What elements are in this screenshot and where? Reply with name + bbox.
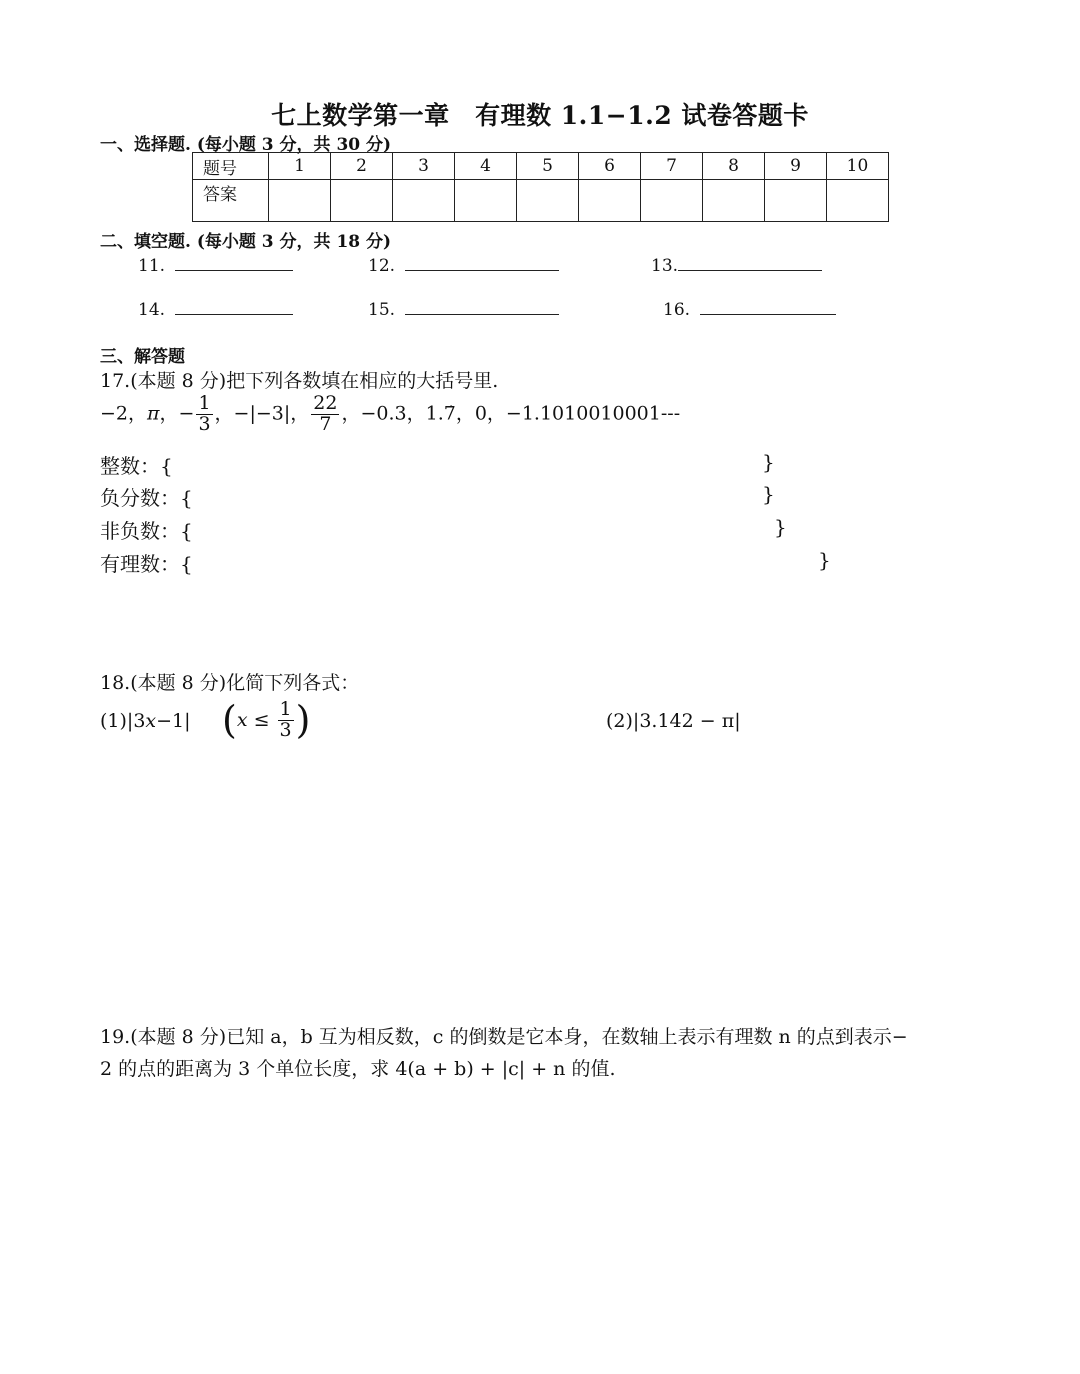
table-col-number: 7 <box>641 153 703 180</box>
category-close-brace: } <box>818 548 831 572</box>
table-header-number: 题号 <box>193 153 269 180</box>
paren-open: ( <box>222 698 237 742</box>
q19-line1: 19.(本题 8 分)已知 a，b 互为相反数，c 的倒数是它本身，在数轴上表示有理数 n 的点到表示− <box>100 1026 908 1048</box>
table-header-answer: 答案 <box>193 180 269 222</box>
fraction-denominator: 7 <box>319 412 332 435</box>
category-close-brace: } <box>762 482 775 506</box>
answer-cell[interactable] <box>331 180 393 222</box>
fraction-numerator: 22 <box>313 392 338 414</box>
blank-label: 13. <box>651 256 679 276</box>
num-item-rest: ，−0.3，1.7̇，0，−1.1010010001--- <box>341 402 681 425</box>
section-2-heading: 二、填空题. (每小题 3 分，共 18 分) <box>100 232 392 252</box>
fraction-one-third <box>278 697 294 741</box>
answer-cell[interactable] <box>393 180 455 222</box>
fraction-denominator: 3 <box>198 412 211 435</box>
answer-line[interactable] <box>405 252 559 271</box>
answer-cell[interactable] <box>269 180 331 222</box>
q18-part2: (2)|3.142 − π| <box>606 710 741 732</box>
category-close-brace: } <box>762 450 775 474</box>
blank-16 <box>663 296 836 320</box>
answer-cell[interactable] <box>703 180 765 222</box>
blank-label: 14. <box>138 300 166 320</box>
num-item: −2， <box>100 402 148 425</box>
section-1-heading: 一、选择题. (每小题 3 分，共 30 分) <box>100 135 392 155</box>
category-non-negative: 非负数：{ <box>100 519 193 543</box>
q18-part1 <box>100 710 191 732</box>
fraction-one-third <box>196 394 212 435</box>
blank-13 <box>651 252 822 276</box>
le-symbol: ≤ <box>247 709 276 731</box>
table-col-number: 3 <box>393 153 455 180</box>
blank-15 <box>368 296 559 320</box>
answer-table <box>192 152 889 222</box>
separator: ， <box>214 402 234 425</box>
table-col-number: 10 <box>827 153 889 180</box>
table-col-number: 9 <box>765 153 827 180</box>
answer-cell[interactable] <box>517 180 579 222</box>
q18-stem: 18.(本题 8 分)化简下列各式： <box>100 672 360 694</box>
blank-label: 15. <box>368 300 396 320</box>
part1-tail: −1| <box>156 710 191 732</box>
table-col-number: 1 <box>269 153 331 180</box>
part1-label: (1)|3 <box>100 710 146 732</box>
blank-14 <box>138 296 293 320</box>
blank-11 <box>138 252 293 276</box>
answer-line[interactable] <box>405 296 559 315</box>
table-col-number: 4 <box>455 153 517 180</box>
pi-symbol: π <box>147 402 160 425</box>
page-title: 七上数学第一章 有理数 1.1−1.2 试卷答题卡 <box>271 101 809 130</box>
q18-condition <box>222 698 310 742</box>
abs-value-item: −|−3| <box>233 402 291 425</box>
q17-number-list <box>100 394 680 435</box>
answer-cell[interactable] <box>641 180 703 222</box>
q19-line2: 2 的点的距离为 3 个单位长度，求 4(a + b) + |c| + n 的值. <box>100 1058 616 1080</box>
category-close-brace: } <box>774 515 787 539</box>
fraction-22-7 <box>311 394 339 435</box>
fraction-denominator: 3 <box>279 718 292 741</box>
q17-stem: 17.(本题 8 分)把下列各数填在相应的大括号里. <box>100 370 499 392</box>
blank-12 <box>368 252 559 276</box>
answer-cell[interactable] <box>579 180 641 222</box>
separator: ，− <box>159 402 195 425</box>
var-x: x <box>145 710 157 732</box>
answer-cell[interactable] <box>765 180 827 222</box>
var-x: x <box>236 709 248 731</box>
paren-close: ) <box>295 698 311 742</box>
category-negative-fractions: 负分数：{ <box>100 486 193 510</box>
answer-cell[interactable] <box>455 180 517 222</box>
category-rational: 有理数：{ <box>100 552 193 576</box>
fraction-numerator: 1 <box>279 697 292 720</box>
section-3-heading: 三、解答题 <box>100 347 185 367</box>
answer-line[interactable] <box>175 296 293 315</box>
table-col-number: 8 <box>703 153 765 180</box>
blank-label: 12. <box>368 256 396 276</box>
category-integers: 整数：{ <box>100 454 173 478</box>
blank-label: 11. <box>138 256 166 276</box>
answer-line[interactable] <box>700 296 836 315</box>
table-col-number: 2 <box>331 153 393 180</box>
answer-cell[interactable] <box>827 180 889 222</box>
separator: ， <box>290 402 310 425</box>
fraction-numerator: 1 <box>198 392 211 414</box>
table-col-number: 6 <box>579 153 641 180</box>
answer-line[interactable] <box>678 252 822 271</box>
blank-label: 16. <box>663 300 691 320</box>
answer-line[interactable] <box>175 252 293 271</box>
table-col-number: 5 <box>517 153 579 180</box>
